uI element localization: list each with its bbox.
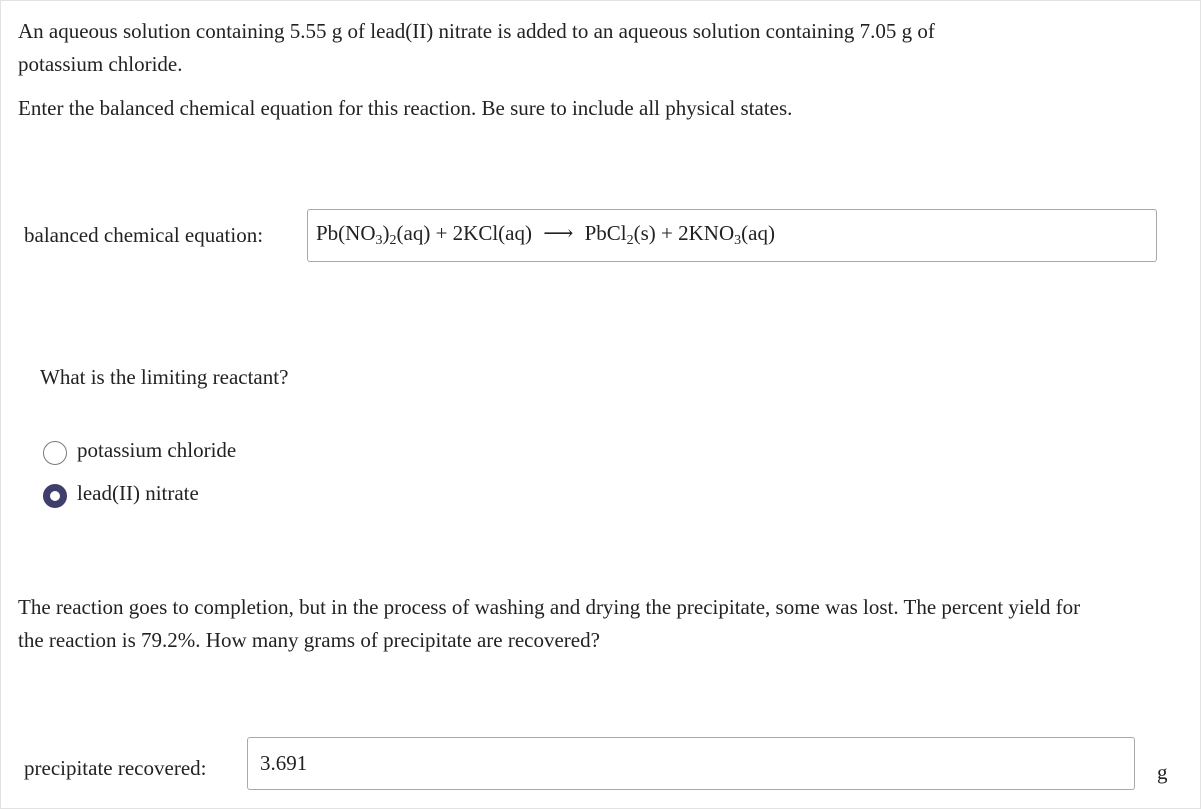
eq-product-part: (s) + 2KNO	[633, 221, 735, 245]
equation-label: balanced chemical equation:	[24, 223, 264, 247]
precipitate-value: 3.691	[260, 751, 308, 775]
unit-label: g	[1157, 760, 1168, 784]
eq-subscript: 2	[389, 233, 397, 248]
radio-lead-nitrate[interactable]	[43, 484, 67, 508]
eq-product-tail: (aq)	[741, 221, 775, 245]
eq-reactant-1-part: Pb(NO	[316, 221, 376, 245]
yield-line-2: the reaction is 79.2%. How many grams of precipitate are recovered?	[18, 628, 600, 652]
equation-content	[316, 219, 775, 247]
yield-line-1: The reaction goes to completion, but in the process of washing and drying the precipitate, some was lost. The percent yield for	[18, 595, 1081, 619]
option-lead-nitrate-label[interactable]: lead(II) nitrate	[77, 481, 199, 505]
eq-subscript: 3	[375, 233, 383, 248]
radio-potassium-chloride[interactable]	[43, 441, 67, 465]
eq-subscript: 3	[734, 233, 742, 248]
instruction-text: Enter the balanced chemical equation for this reaction. Be sure to include all physical states.	[18, 96, 793, 120]
problem-statement	[18, 15, 935, 81]
eq-reactants-tail: (aq) + 2KCl(aq)	[396, 221, 532, 245]
problem-line-2: potassium chloride.	[18, 52, 183, 76]
eq-product-1: PbCl	[584, 221, 627, 245]
reaction-arrow-icon: ⟶	[543, 221, 574, 245]
limiting-question: What is the limiting reactant?	[40, 365, 289, 389]
precipitate-input[interactable]	[247, 737, 1135, 790]
answer-label: precipitate recovered:	[24, 756, 207, 780]
option-potassium-chloride-label[interactable]: potassium chloride	[77, 438, 237, 462]
eq-subscript: 2	[626, 233, 634, 248]
eq-reactant-1-part: )	[382, 221, 390, 245]
problem-line-1: An aqueous solution containing 5.55 g of lead(II) nitrate is added to an aqueous solution containing 7.05 g of	[18, 19, 935, 43]
equation-input[interactable]	[307, 209, 1157, 262]
yield-statement	[18, 591, 1080, 657]
